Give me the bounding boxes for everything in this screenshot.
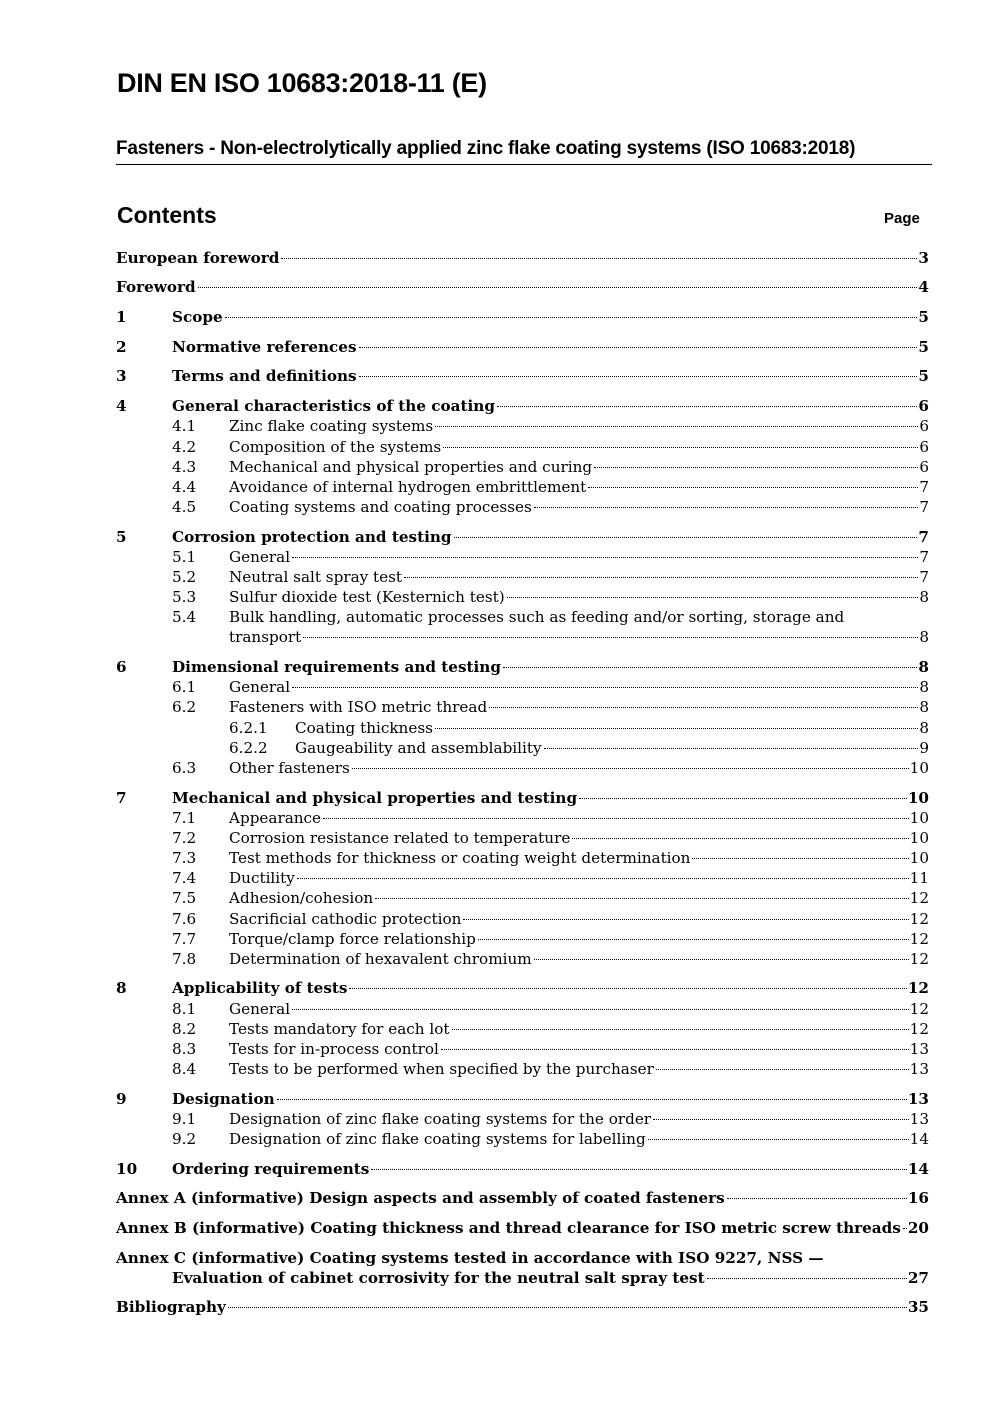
toc-entry-title-line1: Annex C (informative) Coating systems tested in accordance with ISO 9227, NSS —: [116, 1249, 824, 1267]
toc-entry-number: 7.2: [172, 829, 197, 847]
toc-entry-number: 7: [116, 789, 127, 807]
toc-entry[interactable]: [0, 248, 992, 269]
dot-leader: [435, 728, 918, 729]
toc-entry-title: Determination of hexavalent chromium: [229, 950, 532, 968]
toc-entry-number: 7.4: [172, 869, 197, 887]
dot-leader: [292, 557, 918, 558]
toc-entry[interactable]: [0, 1129, 992, 1150]
dot-leader: [534, 959, 909, 960]
dot-leader: [594, 467, 918, 468]
toc-entry-title: European foreword: [116, 249, 280, 267]
toc-entry[interactable]: [0, 307, 992, 328]
dot-leader: [497, 406, 917, 407]
dot-leader: [359, 376, 918, 377]
dot-leader: [441, 1049, 909, 1050]
toc-entry-page: 9: [919, 739, 929, 757]
toc-entry[interactable]: [0, 828, 992, 849]
toc-entry[interactable]: [0, 1089, 992, 1110]
toc-entry[interactable]: [0, 677, 992, 698]
toc-entry-page: 8: [918, 658, 929, 676]
toc-entry-number: 8: [116, 979, 127, 997]
toc-entry[interactable]: [0, 416, 992, 437]
toc-entry-number: 5.4: [172, 608, 197, 626]
toc-entry-number: 8.4: [172, 1060, 197, 1078]
toc-entry-number: 5.3: [172, 588, 197, 606]
contents-heading: Contents: [117, 202, 217, 228]
dot-leader: [507, 597, 919, 598]
document-id: DIN EN ISO 10683:2018-11 (E): [117, 68, 487, 98]
toc-entry[interactable]: [0, 567, 992, 588]
dot-leader: [692, 858, 908, 859]
dot-leader: [277, 1099, 907, 1100]
toc-entry-title: Designation: [172, 1090, 275, 1108]
dot-leader: [648, 1139, 909, 1140]
toc-entry[interactable]: [0, 657, 992, 678]
toc-entry-page: 10: [909, 829, 929, 847]
toc-entry-page: 10: [909, 809, 929, 827]
toc-entry[interactable]: [0, 1059, 992, 1080]
dot-leader: [349, 988, 906, 989]
toc-entry-title: transport: [229, 628, 302, 646]
toc-entry-page: 13: [909, 1040, 929, 1058]
toc-entry-page: 7: [919, 548, 929, 566]
toc-entry-title: Tests for in-process control: [229, 1040, 439, 1058]
toc-entry-title: Sulfur dioxide test (Kesternich test): [229, 588, 505, 606]
toc-entry-page: 8: [919, 678, 929, 696]
dot-leader: [903, 1228, 907, 1229]
toc-entry-page: 14: [909, 1130, 929, 1148]
toc-entry-page: 11: [909, 869, 929, 887]
toc-entry-page: 12: [907, 979, 929, 997]
toc-entry-title: Avoidance of internal hydrogen embrittlement: [229, 478, 587, 496]
toc-entry-title: Evaluation of cabinet corrosivity for the neutral salt spray test: [172, 1269, 705, 1287]
toc-entry-continuation[interactable]: [0, 1268, 992, 1289]
toc-entry[interactable]: [0, 697, 992, 718]
toc-entry-page: 7: [918, 528, 929, 546]
toc-entry-title: Foreword: [116, 278, 196, 296]
toc-entry[interactable]: [0, 848, 992, 869]
dot-leader: [727, 1198, 907, 1199]
dot-leader: [375, 898, 909, 899]
toc-entry[interactable]: [0, 1019, 992, 1040]
toc-entry-continuation[interactable]: [0, 627, 992, 648]
toc-entry-annex-c[interactable]: [0, 1248, 992, 1269]
toc-entry[interactable]: [0, 868, 992, 889]
toc-entry-number: 9.1: [172, 1110, 197, 1128]
toc-entry-title: Tests mandatory for each lot: [229, 1020, 450, 1038]
toc-entry-page: 13: [907, 1090, 929, 1108]
dot-leader: [292, 1009, 909, 1010]
toc-entry-title: Normative references: [172, 338, 357, 356]
toc-entry-number: 6.2.2: [229, 739, 268, 757]
toc-entry[interactable]: [0, 457, 992, 478]
toc-entry[interactable]: [0, 366, 992, 387]
toc-entry-title: Annex B (informative) Coating thickness and thread clearance for ISO metric screw threads: [116, 1219, 901, 1237]
toc-entry-title: Corrosion resistance related to temperature: [229, 829, 571, 847]
toc-entry-page: 13: [909, 1110, 929, 1128]
dot-leader: [707, 1278, 907, 1279]
toc-entry-number: 1: [116, 308, 127, 326]
toc-entry-number: 4.4: [172, 478, 197, 496]
toc-entry-number: 7.6: [172, 910, 197, 928]
toc-entry-title: General: [229, 678, 291, 696]
toc-entry[interactable]: [0, 888, 992, 909]
toc-entry-number: 5.2: [172, 568, 197, 586]
dot-leader: [572, 838, 908, 839]
toc-entry[interactable]: [0, 547, 992, 568]
toc-entry-title: Appearance: [229, 809, 322, 827]
toc-entry-number: 8.1: [172, 1000, 197, 1018]
toc-entry-number: 9.2: [172, 1130, 197, 1148]
dot-leader: [359, 347, 918, 348]
toc-entry-title: Coating systems and coating processes: [229, 498, 532, 516]
toc-entry-number: 4.1: [172, 417, 197, 435]
toc-entry-number: 4.3: [172, 458, 197, 476]
toc-entry[interactable]: [0, 396, 992, 417]
toc-entry-page: 7: [919, 498, 929, 516]
dot-leader: [352, 768, 909, 769]
toc-entry-number: 7.5: [172, 889, 197, 907]
dot-leader: [323, 818, 909, 819]
toc-entry-title: Test methods for thickness or coating weight determination: [229, 849, 691, 867]
dot-leader: [225, 317, 918, 318]
toc-entry[interactable]: [0, 497, 992, 518]
toc-entry-title: Scope: [172, 308, 223, 326]
dot-leader: [489, 707, 918, 708]
toc-entry-page: 10: [909, 759, 929, 777]
toc-entry-number: 9: [116, 1090, 127, 1108]
toc-entry-page: 5: [918, 367, 929, 385]
toc-entry-annex-a[interactable]: [0, 1188, 992, 1209]
toc-entry-number: 10: [116, 1160, 138, 1178]
toc-entry-page: 7: [919, 478, 929, 496]
toc-entry-page: 3: [918, 249, 929, 267]
toc-entry[interactable]: [0, 1109, 992, 1130]
toc-entry-number: 5: [116, 528, 127, 546]
toc-entry-page: 4: [918, 278, 929, 296]
toc-entry-page: 12: [909, 950, 929, 968]
toc-entry-page: 7: [919, 568, 929, 586]
toc-entry-title: Composition of the systems: [229, 438, 442, 456]
dot-leader: [534, 507, 919, 508]
toc-entry[interactable]: [0, 978, 992, 999]
toc-entry-title: Bibliography: [116, 1298, 226, 1316]
toc-entry-page: 20: [907, 1219, 929, 1237]
toc-entry-title: Other fasteners: [229, 759, 350, 777]
toc-entry-title: Mechanical and physical properties and testing: [172, 789, 578, 807]
dot-leader: [228, 1307, 907, 1308]
toc-entry-page: 8: [919, 588, 929, 606]
toc-entry-title: Ordering requirements: [172, 1160, 370, 1178]
toc-entry[interactable]: [0, 477, 992, 498]
toc-entry-page: 8: [919, 719, 929, 737]
toc-entry[interactable]: [0, 788, 992, 809]
dot-leader: [454, 537, 918, 538]
toc-entry-page: 12: [909, 930, 929, 948]
dot-leader: [198, 287, 918, 288]
toc-entry-title: General characteristics of the coating: [172, 397, 495, 415]
toc-entry-number: 4.5: [172, 498, 197, 516]
toc-entry[interactable]: [0, 718, 992, 739]
toc-entry-number: 5.1: [172, 548, 197, 566]
toc-entry-number: 2: [116, 338, 127, 356]
toc-entry[interactable]: [0, 587, 992, 608]
dot-leader: [478, 939, 909, 940]
toc-entry-page: 10: [907, 789, 929, 807]
toc-entry-page: 13: [909, 1060, 929, 1078]
dot-leader: [653, 1119, 909, 1120]
dot-leader: [281, 258, 917, 259]
toc-entry-page: 27: [907, 1269, 929, 1287]
dot-leader: [292, 687, 918, 688]
toc-entry-title: Mechanical and physical properties and curing: [229, 458, 593, 476]
toc-entry-number: 7.8: [172, 950, 197, 968]
toc-entry-title-line1: Bulk handling, automatic processes such as feeding and/or sorting, storage and: [229, 608, 845, 626]
dot-leader: [579, 798, 907, 799]
toc-entry-title: Neutral salt spray test: [229, 568, 403, 586]
toc-entry-page: 8: [919, 698, 929, 716]
toc-entry-page: 5: [918, 338, 929, 356]
toc-entry-bibliography[interactable]: [0, 1297, 992, 1318]
toc-entry-number: 3: [116, 367, 127, 385]
toc-entry[interactable]: [0, 929, 992, 950]
toc-entry-page: 6: [919, 458, 929, 476]
toc-entry-title: General: [229, 548, 291, 566]
dot-leader: [303, 637, 918, 638]
toc-entry-page: 10: [909, 849, 929, 867]
toc-entry-number: 7.7: [172, 930, 197, 948]
toc-entry-number: 6.3: [172, 759, 197, 777]
toc-entry-page: 35: [907, 1298, 929, 1316]
toc-entry-page: 8: [919, 628, 929, 646]
toc-entry-page: 6: [918, 397, 929, 415]
toc-entry-number: 6: [116, 658, 127, 676]
dot-leader: [443, 447, 918, 448]
dot-leader: [656, 1069, 909, 1070]
toc-entry-title: Torque/clamp force relationship: [229, 930, 476, 948]
toc-entry-title: Ductility: [229, 869, 295, 887]
toc-entry-title: Adhesion/cohesion: [229, 889, 374, 907]
toc-entry[interactable]: [0, 999, 992, 1020]
toc-entry-title: Corrosion protection and testing: [172, 528, 452, 546]
toc-entry-number: 6.1: [172, 678, 197, 696]
dot-leader: [588, 487, 918, 488]
toc-entry-number: 8.3: [172, 1040, 197, 1058]
dot-leader: [371, 1169, 907, 1170]
toc-entry-page: 12: [909, 1000, 929, 1018]
toc-entry-page: 5: [918, 308, 929, 326]
toc-entry-number: 6.2: [172, 698, 197, 716]
toc-entry-title: Sacrificial cathodic protection: [229, 910, 462, 928]
toc-entry-title: Fasteners with ISO metric thread: [229, 698, 488, 716]
toc-entry-number: 7.1: [172, 809, 197, 827]
dot-leader: [404, 577, 918, 578]
dot-leader: [297, 878, 909, 879]
toc-entry-page: 14: [907, 1160, 929, 1178]
dot-leader: [463, 919, 908, 920]
toc-entry-page: 12: [909, 910, 929, 928]
toc-entry-number: 4: [116, 397, 127, 415]
toc-entry[interactable]: [0, 1039, 992, 1060]
document-subtitle: Fasteners - Non-electrolytically applied zinc flake coating systems (ISO 10683:2018): [116, 138, 932, 165]
dot-leader: [544, 748, 919, 749]
toc-entry-title: Designation of zinc flake coating systems for labelling: [229, 1130, 646, 1148]
dot-leader: [435, 426, 918, 427]
toc-entry-title: Dimensional requirements and testing: [172, 658, 501, 676]
toc-entry-title: Zinc flake coating systems: [229, 417, 434, 435]
toc-entry-page: 6: [919, 438, 929, 456]
toc-entry[interactable]: [0, 738, 992, 759]
toc-entry-number: 8.2: [172, 1020, 197, 1038]
toc-entry[interactable]: [0, 437, 992, 458]
toc-entry-title: Terms and definitions: [172, 367, 357, 385]
toc-entry-title: Coating thickness: [295, 719, 433, 737]
dot-leader: [452, 1029, 909, 1030]
toc-entry-number: 7.3: [172, 849, 197, 867]
dot-leader: [503, 667, 917, 668]
toc-entry[interactable]: [0, 808, 992, 829]
toc-entry-number: 4.2: [172, 438, 197, 456]
toc-entry[interactable]: [0, 758, 992, 779]
toc-entry-page: 6: [919, 417, 929, 435]
toc-entry-page: 12: [909, 889, 929, 907]
toc-entry[interactable]: [0, 527, 992, 548]
toc-entry-number: 6.2.1: [229, 719, 268, 737]
toc-entry-page: 12: [909, 1020, 929, 1038]
toc-entry-title: General: [229, 1000, 291, 1018]
toc-entry-title: Tests to be performed when specified by the purchaser: [229, 1060, 654, 1078]
toc-entry-title: Gaugeability and assemblability: [295, 739, 542, 757]
toc-entry[interactable]: [0, 949, 992, 970]
toc-entry-multiline[interactable]: [0, 607, 992, 628]
page-column-heading: Page: [884, 210, 920, 227]
toc-entry-title: Applicability of tests: [172, 979, 348, 997]
toc-entry[interactable]: [0, 277, 992, 298]
toc-entry-annex-b[interactable]: [0, 1218, 992, 1239]
toc-entry[interactable]: [0, 909, 992, 930]
toc-entry[interactable]: [0, 1159, 992, 1180]
toc-entry-page: 16: [907, 1189, 929, 1207]
toc-entry-title: Annex A (informative) Design aspects and assembly of coated fasteners: [116, 1189, 725, 1207]
toc-entry[interactable]: [0, 337, 992, 358]
toc-entry-title: Designation of zinc flake coating systems for the order: [229, 1110, 652, 1128]
